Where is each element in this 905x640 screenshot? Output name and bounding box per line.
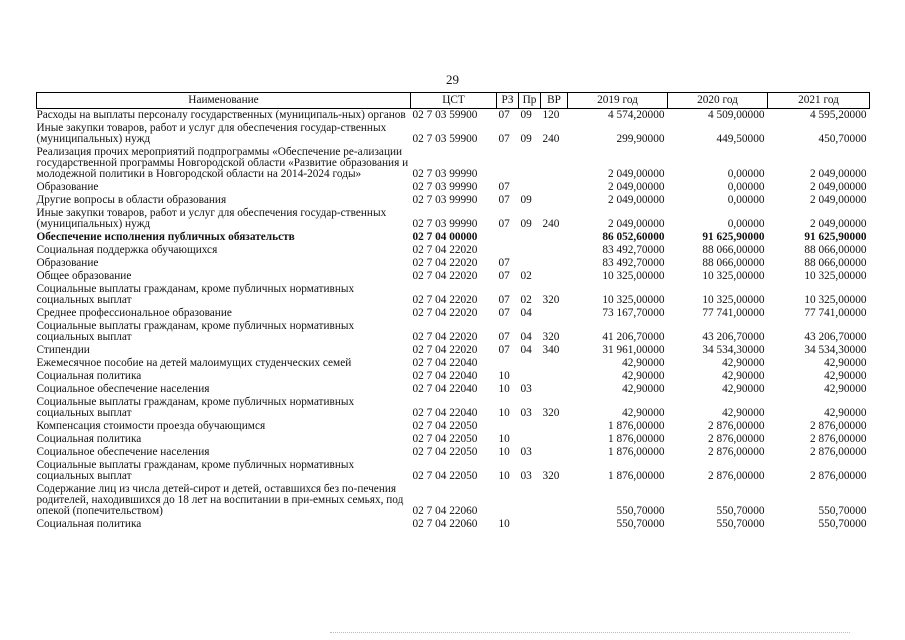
row-value-2020: 2 876,00000 bbox=[708, 420, 765, 432]
row-pr: 09 bbox=[520, 218, 532, 230]
header-name: Наименование bbox=[37, 93, 411, 109]
row-value-2020: 42,90000 bbox=[722, 407, 765, 419]
table-row bbox=[37, 307, 870, 320]
row-value-2021: 2 049,00000 bbox=[810, 218, 867, 230]
row-cst: 02 7 04 22020 bbox=[412, 344, 478, 356]
row-value-2019: 42,90000 bbox=[622, 383, 665, 395]
row-pr: 04 bbox=[520, 307, 532, 319]
row-rz: 07 bbox=[498, 270, 510, 282]
row-cst: 02 7 04 22050 bbox=[412, 470, 478, 482]
row-pr: 09 bbox=[520, 133, 532, 145]
row-pr: 04 bbox=[520, 331, 532, 343]
row-cst: 02 7 04 22050 bbox=[412, 433, 478, 445]
row-value-2020: 4 509,00000 bbox=[708, 109, 765, 121]
row-name: Стипендии bbox=[36, 344, 90, 356]
row-vr: 320 bbox=[542, 331, 560, 343]
row-vr bbox=[541, 244, 568, 257]
row-value-2020: 34 534,30000 bbox=[702, 344, 765, 356]
row-rz bbox=[497, 146, 519, 181]
table-row bbox=[37, 420, 870, 433]
row-name: Социальное обеспечение населения bbox=[36, 446, 210, 458]
row-pr: 03 bbox=[520, 383, 532, 395]
header-cst: ЦСТ bbox=[411, 93, 497, 109]
row-name: Содержание лиц из числа детей-сирот и детей, оставшихся без по-печения родителей, находившихся до 18 лет на воспитании в при-емных семьях, под опекой (попечительством) bbox=[36, 483, 404, 517]
row-value-2020: 88 066,00000 bbox=[702, 257, 765, 269]
row-value-2019: 83 492,70000 bbox=[602, 244, 665, 256]
row-rz: 10 bbox=[498, 383, 510, 395]
row-cst: 02 7 03 99990 bbox=[412, 218, 478, 230]
row-name: Социальная поддержка обучающихся bbox=[36, 244, 218, 256]
row-name: Среднее профессиональное образование bbox=[36, 307, 232, 319]
row-pr: 03 bbox=[520, 470, 532, 482]
header-2019: 2019 год bbox=[568, 93, 668, 109]
row-name: Образование bbox=[36, 181, 99, 193]
header-pr: Пр bbox=[519, 93, 541, 109]
row-vr bbox=[541, 446, 568, 459]
row-name: Общее образование bbox=[36, 270, 132, 282]
table-header-row bbox=[37, 93, 870, 109]
row-value-2019: 10 325,00000 bbox=[602, 294, 665, 306]
row-value-2019: 1 876,00000 bbox=[608, 470, 665, 482]
row-value-2020: 91 625,90000 bbox=[702, 231, 765, 243]
row-value-2021: 34 534,30000 bbox=[804, 344, 867, 356]
row-name: Обеспечение исполнения публичных обязательств bbox=[36, 231, 295, 243]
table-row bbox=[37, 122, 870, 146]
row-pr bbox=[519, 420, 541, 433]
row-value-2021: 42,90000 bbox=[824, 407, 867, 419]
row-vr bbox=[541, 307, 568, 320]
row-rz: 10 bbox=[498, 518, 510, 530]
row-cst: 02 7 04 22050 bbox=[412, 420, 478, 432]
budget-table bbox=[36, 92, 870, 531]
row-rz: 07 bbox=[498, 194, 510, 206]
row-rz bbox=[497, 231, 519, 244]
row-name: Другие вопросы в области образования bbox=[36, 194, 227, 206]
row-name: Социальная политика bbox=[36, 518, 142, 530]
row-vr: 120 bbox=[542, 109, 560, 121]
row-name: Социальное обеспечение населения bbox=[36, 383, 210, 395]
row-value-2020: 77 741,00000 bbox=[702, 307, 765, 319]
row-rz: 10 bbox=[498, 370, 510, 382]
row-name: Социальные выплаты гражданам, кроме публичных нормативных социальных выплат bbox=[36, 320, 355, 343]
row-pr bbox=[519, 433, 541, 446]
row-value-2019: 1 876,00000 bbox=[608, 433, 665, 445]
row-cst: 02 7 04 22020 bbox=[412, 294, 478, 306]
row-name: Социальная политика bbox=[36, 370, 142, 382]
row-value-2021: 88 066,00000 bbox=[804, 257, 867, 269]
row-rz bbox=[497, 483, 519, 518]
table-row bbox=[37, 433, 870, 446]
row-vr: 320 bbox=[542, 407, 560, 419]
row-pr: 02 bbox=[520, 294, 532, 306]
row-vr bbox=[541, 518, 568, 531]
row-pr: 03 bbox=[520, 446, 532, 458]
row-vr: 240 bbox=[542, 218, 560, 230]
row-name: Реализация прочих мероприятий подпрограммы «Обеспечение ре-ализации государственной программы Новгородской области «Развитие образования и молодежной политики в Новгородской области на 2014-2024 годы» bbox=[36, 146, 409, 180]
table-row bbox=[37, 446, 870, 459]
row-name: Социальные выплаты гражданам, кроме публичных нормативных социальных выплат bbox=[36, 283, 355, 306]
row-value-2021: 550,70000 bbox=[818, 518, 867, 530]
row-value-2019: 2 049,00000 bbox=[608, 194, 665, 206]
row-name: Образование bbox=[36, 257, 99, 269]
table-row bbox=[37, 370, 870, 383]
row-value-2021: 10 325,00000 bbox=[804, 270, 867, 282]
table-row bbox=[37, 270, 870, 283]
row-rz: 07 bbox=[498, 133, 510, 145]
row-value-2020: 42,90000 bbox=[722, 370, 765, 382]
row-value-2020: 0,00000 bbox=[727, 168, 765, 180]
table-body bbox=[37, 109, 870, 532]
row-value-2021: 43 206,70000 bbox=[804, 331, 867, 343]
row-cst: 02 7 03 59900 bbox=[412, 133, 478, 145]
row-rz: 10 bbox=[498, 433, 510, 445]
table-row bbox=[37, 383, 870, 396]
row-value-2021: 550,70000 bbox=[818, 505, 867, 517]
row-vr bbox=[541, 231, 568, 244]
row-value-2019: 550,70000 bbox=[616, 505, 665, 517]
header-vr: ВР bbox=[541, 93, 568, 109]
table-row bbox=[37, 283, 870, 307]
row-value-2019: 4 574,20000 bbox=[608, 109, 665, 121]
row-pr: 04 bbox=[520, 344, 532, 356]
row-value-2020: 42,90000 bbox=[722, 383, 765, 395]
row-value-2021: 4 595,20000 bbox=[810, 109, 867, 121]
table-row bbox=[37, 244, 870, 257]
row-cst: 02 7 04 22020 bbox=[412, 331, 478, 343]
row-name: Расходы на выплаты персоналу государственных (муниципаль-ных) органов bbox=[36, 109, 406, 121]
row-cst: 02 7 03 59900 bbox=[412, 109, 478, 121]
row-value-2021: 2 876,00000 bbox=[810, 433, 867, 445]
row-value-2021: 2 876,00000 bbox=[810, 420, 867, 432]
table-row bbox=[37, 207, 870, 231]
row-value-2020: 0,00000 bbox=[727, 181, 765, 193]
row-value-2020: 10 325,00000 bbox=[702, 270, 765, 282]
row-value-2021: 450,70000 bbox=[818, 133, 867, 145]
row-value-2019: 42,90000 bbox=[622, 407, 665, 419]
row-name: Компенсация стоимости проезда обучающимся bbox=[36, 420, 266, 432]
row-vr bbox=[541, 420, 568, 433]
row-rz: 07 bbox=[498, 294, 510, 306]
row-value-2021: 2 049,00000 bbox=[810, 194, 867, 206]
row-value-2019: 550,70000 bbox=[616, 518, 665, 530]
row-rz bbox=[497, 244, 519, 257]
row-cst: 02 7 04 22020 bbox=[412, 307, 478, 319]
table-row bbox=[37, 518, 870, 531]
row-value-2020: 42,90000 bbox=[722, 357, 765, 369]
row-rz: 10 bbox=[498, 446, 510, 458]
row-cst: 02 7 03 99990 bbox=[412, 194, 478, 206]
row-cst: 02 7 04 22040 bbox=[412, 370, 478, 382]
row-value-2021: 77 741,00000 bbox=[804, 307, 867, 319]
row-vr bbox=[541, 270, 568, 283]
row-rz: 07 bbox=[498, 181, 510, 193]
row-value-2020: 43 206,70000 bbox=[702, 331, 765, 343]
table-row bbox=[37, 181, 870, 194]
row-rz bbox=[497, 420, 519, 433]
row-value-2020: 88 066,00000 bbox=[702, 244, 765, 256]
row-rz: 07 bbox=[498, 307, 510, 319]
row-cst: 02 7 03 99990 bbox=[412, 181, 478, 193]
row-pr: 03 bbox=[520, 407, 532, 419]
row-name: Иные закупки товаров, работ и услуг для обеспечения государ-ственных (муниципальных) нужд bbox=[36, 207, 387, 230]
row-cst: 02 7 04 22020 bbox=[412, 244, 478, 256]
row-rz: 07 bbox=[498, 331, 510, 343]
row-value-2019: 42,90000 bbox=[622, 357, 665, 369]
row-pr: 09 bbox=[520, 109, 532, 121]
row-cst: 02 7 04 22040 bbox=[412, 407, 478, 419]
row-vr bbox=[541, 181, 568, 194]
row-pr bbox=[519, 483, 541, 518]
row-vr bbox=[541, 257, 568, 270]
row-cst: 02 7 04 22050 bbox=[412, 446, 478, 458]
row-value-2021: 42,90000 bbox=[824, 383, 867, 395]
table-row bbox=[37, 357, 870, 370]
row-cst: 02 7 04 22020 bbox=[412, 257, 478, 269]
table-row bbox=[37, 257, 870, 270]
row-value-2019: 1 876,00000 bbox=[608, 420, 665, 432]
row-rz bbox=[497, 357, 519, 370]
row-value-2019: 10 325,00000 bbox=[602, 270, 665, 282]
row-value-2021: 42,90000 bbox=[824, 357, 867, 369]
row-vr: 340 bbox=[542, 344, 560, 356]
row-vr bbox=[541, 357, 568, 370]
row-value-2019: 1 876,00000 bbox=[608, 446, 665, 458]
row-value-2021: 91 625,90000 bbox=[804, 231, 867, 243]
table-row bbox=[37, 483, 870, 518]
row-cst: 02 7 03 99990 bbox=[412, 168, 478, 180]
row-vr bbox=[541, 146, 568, 181]
row-value-2020: 2 876,00000 bbox=[708, 446, 765, 458]
row-rz: 07 bbox=[498, 344, 510, 356]
row-cst: 02 7 04 22040 bbox=[412, 383, 478, 395]
row-value-2021: 42,90000 bbox=[824, 370, 867, 382]
header-rz: РЗ bbox=[497, 93, 519, 109]
row-vr: 320 bbox=[542, 294, 560, 306]
row-value-2019: 42,90000 bbox=[622, 370, 665, 382]
page-number: 29 bbox=[446, 72, 459, 87]
row-value-2019: 73 167,70000 bbox=[602, 307, 665, 319]
row-vr bbox=[541, 433, 568, 446]
row-cst: 02 7 04 00000 bbox=[412, 231, 478, 243]
row-vr bbox=[541, 194, 568, 207]
row-pr bbox=[519, 244, 541, 257]
row-value-2020: 2 876,00000 bbox=[708, 470, 765, 482]
row-cst: 02 7 04 22020 bbox=[412, 270, 478, 282]
row-value-2020: 2 876,00000 bbox=[708, 433, 765, 445]
row-pr bbox=[519, 518, 541, 531]
row-rz: 10 bbox=[498, 470, 510, 482]
row-value-2021: 10 325,00000 bbox=[804, 294, 867, 306]
table-row bbox=[37, 109, 870, 123]
table-row bbox=[37, 146, 870, 181]
scan-noise bbox=[330, 632, 850, 635]
row-cst: 02 7 04 22060 bbox=[412, 505, 478, 517]
table-row bbox=[37, 344, 870, 357]
row-pr bbox=[519, 146, 541, 181]
row-value-2019: 2 049,00000 bbox=[608, 181, 665, 193]
header-2020: 2020 год bbox=[668, 93, 768, 109]
table-row bbox=[37, 459, 870, 483]
row-value-2020: 0,00000 bbox=[727, 194, 765, 206]
row-value-2019: 41 206,70000 bbox=[602, 331, 665, 343]
row-name: Социальная политика bbox=[36, 433, 142, 445]
row-vr: 240 bbox=[542, 133, 560, 145]
table-row bbox=[37, 231, 870, 244]
row-pr bbox=[519, 231, 541, 244]
row-pr: 09 bbox=[520, 194, 532, 206]
row-rz: 07 bbox=[498, 109, 510, 121]
row-value-2020: 0,00000 bbox=[727, 218, 765, 230]
row-pr bbox=[519, 181, 541, 194]
row-value-2019: 299,90000 bbox=[616, 133, 665, 145]
row-value-2021: 2 049,00000 bbox=[810, 168, 867, 180]
row-cst: 02 7 04 22040 bbox=[412, 357, 478, 369]
row-rz: 07 bbox=[498, 218, 510, 230]
row-pr bbox=[519, 257, 541, 270]
row-value-2020: 550,70000 bbox=[716, 518, 765, 530]
table-row bbox=[37, 194, 870, 207]
row-value-2019: 2 049,00000 bbox=[608, 218, 665, 230]
row-vr bbox=[541, 383, 568, 396]
row-value-2021: 2 876,00000 bbox=[810, 470, 867, 482]
row-rz: 07 bbox=[498, 257, 510, 269]
row-value-2019: 86 052,60000 bbox=[602, 231, 665, 243]
table-row bbox=[37, 320, 870, 344]
table-row bbox=[37, 396, 870, 420]
row-name: Социальные выплаты гражданам, кроме публичных нормативных социальных выплат bbox=[36, 396, 355, 419]
row-name: Иные закупки товаров, работ и услуг для обеспечения государ-ственных (муниципальных) нужд bbox=[36, 122, 387, 145]
row-value-2021: 88 066,00000 bbox=[804, 244, 867, 256]
row-value-2021: 2 876,00000 bbox=[810, 446, 867, 458]
row-name: Социальные выплаты гражданам, кроме публичных нормативных социальных выплат bbox=[36, 459, 355, 482]
row-pr bbox=[519, 370, 541, 383]
row-pr: 02 bbox=[520, 270, 532, 282]
row-value-2019: 2 049,00000 bbox=[608, 168, 665, 180]
row-value-2019: 31 961,00000 bbox=[602, 344, 665, 356]
row-vr bbox=[541, 370, 568, 383]
header-2021: 2021 год bbox=[768, 93, 870, 109]
row-value-2019: 83 492,70000 bbox=[602, 257, 665, 269]
row-value-2020: 10 325,00000 bbox=[702, 294, 765, 306]
row-vr: 320 bbox=[542, 470, 560, 482]
row-cst: 02 7 04 22060 bbox=[412, 518, 478, 530]
row-pr bbox=[519, 357, 541, 370]
row-vr bbox=[541, 483, 568, 518]
row-value-2020: 550,70000 bbox=[716, 505, 765, 517]
row-value-2020: 449,50000 bbox=[716, 133, 765, 145]
row-name: Ежемесячное пособие на детей малоимущих студенческих семей bbox=[36, 357, 352, 369]
row-rz: 10 bbox=[498, 407, 510, 419]
row-value-2021: 2 049,00000 bbox=[810, 181, 867, 193]
